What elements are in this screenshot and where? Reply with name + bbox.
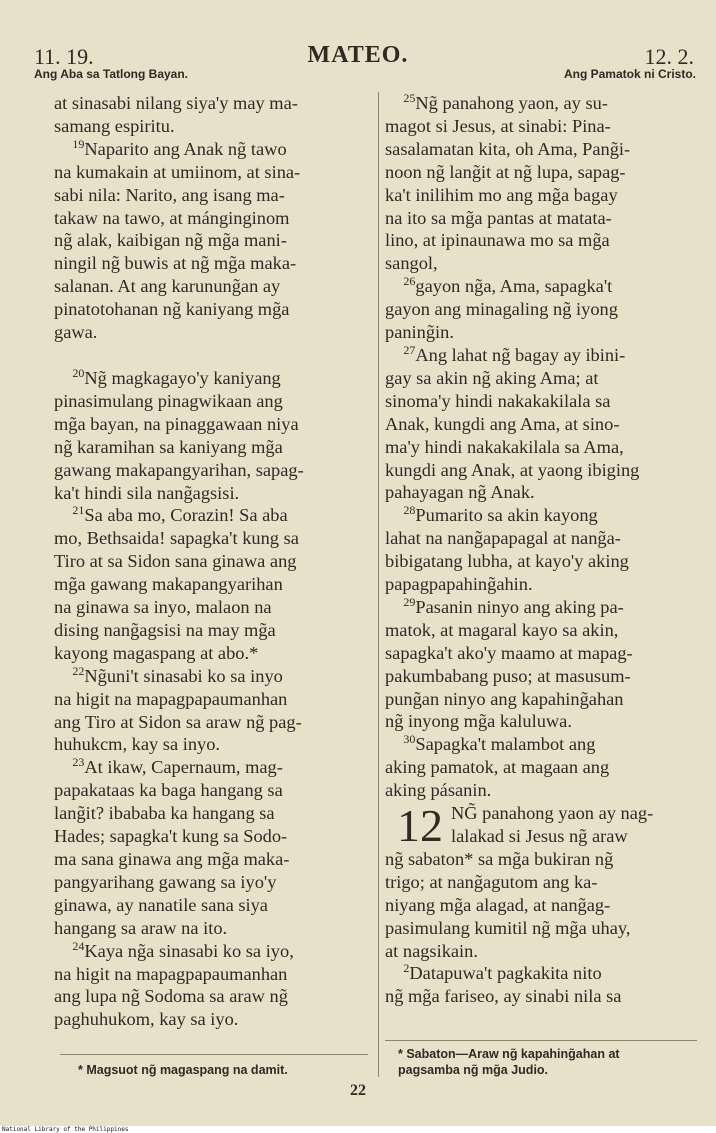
page-number: 22 xyxy=(350,1082,366,1099)
text-line: takaw na tawo, at mánginginom xyxy=(54,207,290,228)
text-line: na ginawa sa inyo, malaon na xyxy=(54,597,272,618)
text-line: bibigatang lubha, at kayo'y aking xyxy=(385,551,629,572)
verse-number: 30 xyxy=(403,732,416,747)
text-line: Pumarito sa akin kayong xyxy=(415,505,598,526)
text-line: na kumakain at umiinom, at sina- xyxy=(54,161,301,182)
text-line: Tiro at sa Sidon sana ginawa ang xyxy=(54,551,297,572)
verse-number: 22 xyxy=(72,663,85,678)
text-line: Hades; sapagka't kung sa Sodo- xyxy=(54,826,288,847)
verse-19 xyxy=(54,138,372,344)
verse-28 xyxy=(385,504,697,596)
text-line: pagsamba ng̃ mg̃a Judio. xyxy=(398,1063,549,1077)
text-line: gawa. xyxy=(54,322,98,343)
text-line: ginawa, ay nanatile sana siya xyxy=(54,894,268,915)
text-line: sabi nila: Narito, ang isang ma- xyxy=(54,184,285,205)
left-column xyxy=(54,92,372,1031)
chapter-number: 12 xyxy=(397,800,443,852)
verse-number: 21 xyxy=(72,503,85,518)
text-line: Anak, kungdi ang Ama, at sino- xyxy=(385,413,620,434)
verse-27 xyxy=(385,344,697,504)
text-line: ningil ng̃ buwis at ng̃ mg̃a maka- xyxy=(54,253,297,274)
verse-29 xyxy=(385,596,697,733)
text-line: na higit na mapagpapaumanhan xyxy=(54,963,288,984)
text-line: mg̃a gawang makapangyarihan xyxy=(54,574,283,595)
text-line: * Sabaton—Araw ng̃ kapahing̃ahan at xyxy=(398,1047,620,1061)
text-line: gay sa akin ng̃ aking Ama; at xyxy=(385,367,599,388)
right-column xyxy=(385,92,697,1008)
verse-23 xyxy=(54,756,372,939)
text-line: ma sana ginawa ang mg̃a maka- xyxy=(54,849,290,869)
text-line: kungdi ang Anak, at yaong ibiging xyxy=(385,459,640,480)
text-line: Ang lahat ng̃ bagay ay ibini- xyxy=(415,344,626,365)
text-line: gayon ang minagaling ng̃ iyong xyxy=(385,299,618,320)
text-line: at nagsikain. xyxy=(385,940,478,961)
verse-26 xyxy=(385,275,697,344)
text-line: huhukcm, kay sa inyo. xyxy=(54,734,221,755)
text-line: matok, at magaral kayo sa akin, xyxy=(385,619,619,640)
text-line: sangol, xyxy=(385,253,438,274)
text-line: na ito sa mg̃a pantas at matata- xyxy=(385,207,612,228)
header-book-title: MATEO. xyxy=(307,42,409,68)
text-line: magot si Jesus, at sinabi: Pina- xyxy=(385,115,611,136)
text-line: Pasanin ninyo ang aking pa- xyxy=(415,596,624,617)
text-line: ka't hindi sila nang̃agsisi. xyxy=(54,482,240,503)
text-line: gayon ng̃a, Ama, sapagka't xyxy=(415,276,613,297)
text-line: sasalamatan kita, oh Ama, Pang̃i- xyxy=(385,138,631,159)
text-line: na higit na mapagpapaumanhan xyxy=(54,688,288,709)
text-line: at sinasabi nilang siya'y may ma- xyxy=(54,93,298,113)
text-line: ang lupa ng̃ Sodoma sa araw ng̃ xyxy=(54,986,288,1007)
text-line: Sapagka't malambot ang xyxy=(415,734,596,755)
text-line: sapagka't ako'y maamo at mapag- xyxy=(385,642,633,663)
footnote-rule-right xyxy=(385,1040,697,1041)
text-line: mo, Bethsaida! sapagka't kung sa xyxy=(54,528,299,549)
verse-number: 24 xyxy=(72,938,85,953)
footnote-right xyxy=(398,1046,698,1078)
verse-number: 20 xyxy=(72,365,85,380)
text-line: Ng̃ magkagayo'y kaniyang xyxy=(84,367,281,388)
text-line: noon ng̃ lang̃it at ng̃ lupa, sapag- xyxy=(385,161,626,182)
text-line: paning̃in. xyxy=(385,322,454,343)
text-line: ng̃ inyong mg̃a kaluluwa. xyxy=(385,711,572,732)
text-line: pakumbabang puso; at masusum- xyxy=(385,665,631,686)
text-line: Ng̃uni't sinasabi ko sa inyo xyxy=(84,665,283,686)
text-line: pinatotohanan ng̃ kaniyang mg̃a xyxy=(54,299,290,320)
verse-number: 29 xyxy=(403,594,416,609)
verse-number: 23 xyxy=(72,755,85,770)
verse-number: 25 xyxy=(403,90,416,105)
text-line: lahat na nang̃apapagal at nang̃a- xyxy=(385,528,621,549)
header-reference-right: 12. 2. xyxy=(644,44,694,69)
text-line: lang̃it? ibababa ka hangang sa xyxy=(54,803,275,824)
header-subtitle-right: Ang Pamatok ni Cristo. xyxy=(563,67,696,81)
verse-number: 2 xyxy=(403,961,410,976)
text-line: salanan. At ang karunung̃an ay xyxy=(54,276,281,297)
text-line: pung̃an ninyo ang kapahing̃ahan xyxy=(385,688,624,709)
verse-30 xyxy=(385,733,697,802)
text-line: niyang mg̃a alagad, at nang̃ag- xyxy=(385,894,611,915)
text-line: papagpapahing̃ahin. xyxy=(385,574,533,595)
text-line: dising nang̃agsisi na may mg̃a xyxy=(54,619,276,640)
running-header xyxy=(0,40,716,90)
verse-22 xyxy=(54,665,372,757)
verse-2 xyxy=(385,962,697,1008)
text-line: lino, at ipinaunawa mo sa mg̃a xyxy=(385,230,610,251)
text-line: papakataas ka baga hangang sa xyxy=(54,780,283,801)
chapter-12-opening xyxy=(385,802,697,962)
column-divider xyxy=(378,92,379,1077)
library-credit: National Library of the Philippines xyxy=(0,1126,716,1133)
text-line: kayong magaspang at abo.* xyxy=(54,642,259,663)
text-line: ng̃ mg̃a fariseo, ay sinabi nila sa xyxy=(385,986,622,1007)
text-line: pinasimulang pinagwikaan ang xyxy=(54,390,283,411)
verse-24 xyxy=(54,940,372,1032)
text-line: pangyarihang gawang sa iyo'y xyxy=(54,871,277,892)
text-line: ng̃ alak, kaibigan ng̃ mg̃a mani- xyxy=(54,230,287,251)
text-line: Kaya ng̃a sinasabi ko sa iyo, xyxy=(84,940,294,961)
text-line: Sa aba mo, Corazin! Sa aba xyxy=(84,505,288,526)
text-line: pahayagan ng̃ Anak. xyxy=(385,482,535,503)
text-line: aking pamatok, at magaan ang xyxy=(385,757,610,778)
verse-number: 27 xyxy=(403,342,416,357)
text-line: ang Tiro at Sidon sa araw ng̃ pag- xyxy=(54,711,302,732)
text-line: gawang makapangyarihan, sapag- xyxy=(54,459,304,480)
header-reference-left: 11. 19. xyxy=(34,44,94,69)
verse-number: 26 xyxy=(403,274,416,289)
text-line: Naparito ang Anak ng̃ tawo xyxy=(84,138,287,159)
text-line: Datapuwa't pagkakita nito xyxy=(409,963,602,984)
verse-number: 19 xyxy=(72,136,85,151)
footnote-left: * Magsuot ng̃ magaspang na damit. xyxy=(78,1063,288,1077)
text-line: ma'y hindi nakakakilala sa Ama, xyxy=(385,436,624,457)
text-line: trigo; at nang̃agutom ang ka- xyxy=(385,871,598,892)
text-line: aking pásanin. xyxy=(385,780,492,801)
text-line: samang espiritu. xyxy=(54,115,175,136)
text-line: hangang sa araw na ito. xyxy=(54,917,228,938)
verse-21 xyxy=(54,504,372,664)
text-line: pasimulang kumitil ng̃ mg̃a uhay, xyxy=(385,917,631,938)
verse-continuation xyxy=(54,92,372,138)
text-line: ka't inilihim mo ang mg̃a bagay xyxy=(385,184,618,205)
text-line: Ng̃ panahong yaon, ay su- xyxy=(415,93,608,113)
verse-25 xyxy=(385,92,697,275)
header-subtitle-left: Ang Aba sa Tatlong Bayan. xyxy=(34,67,189,81)
text-line: NG̃ panahong yaon ay nag- xyxy=(451,803,654,824)
text-line: mg̃a bayan, na pinaggawaan niya xyxy=(54,413,299,434)
verse-number: 28 xyxy=(403,503,416,518)
text-line: sinoma'y hindi nakakakilala sa xyxy=(385,390,611,411)
text-line: paghuhukom, kay sa iyo. xyxy=(54,1009,239,1030)
text-line: ng̃ sabaton* sa mg̃a bukiran ng̃ xyxy=(385,848,614,869)
text-line: At ikaw, Capernaum, mag- xyxy=(84,757,283,778)
verse-20 xyxy=(54,367,372,504)
text-line: lalakad si Jesus ng̃ araw xyxy=(451,826,628,846)
text-line: ng̃ karamihan sa kaniyang mg̃a xyxy=(54,436,283,457)
footnote-rule-left xyxy=(60,1054,368,1055)
